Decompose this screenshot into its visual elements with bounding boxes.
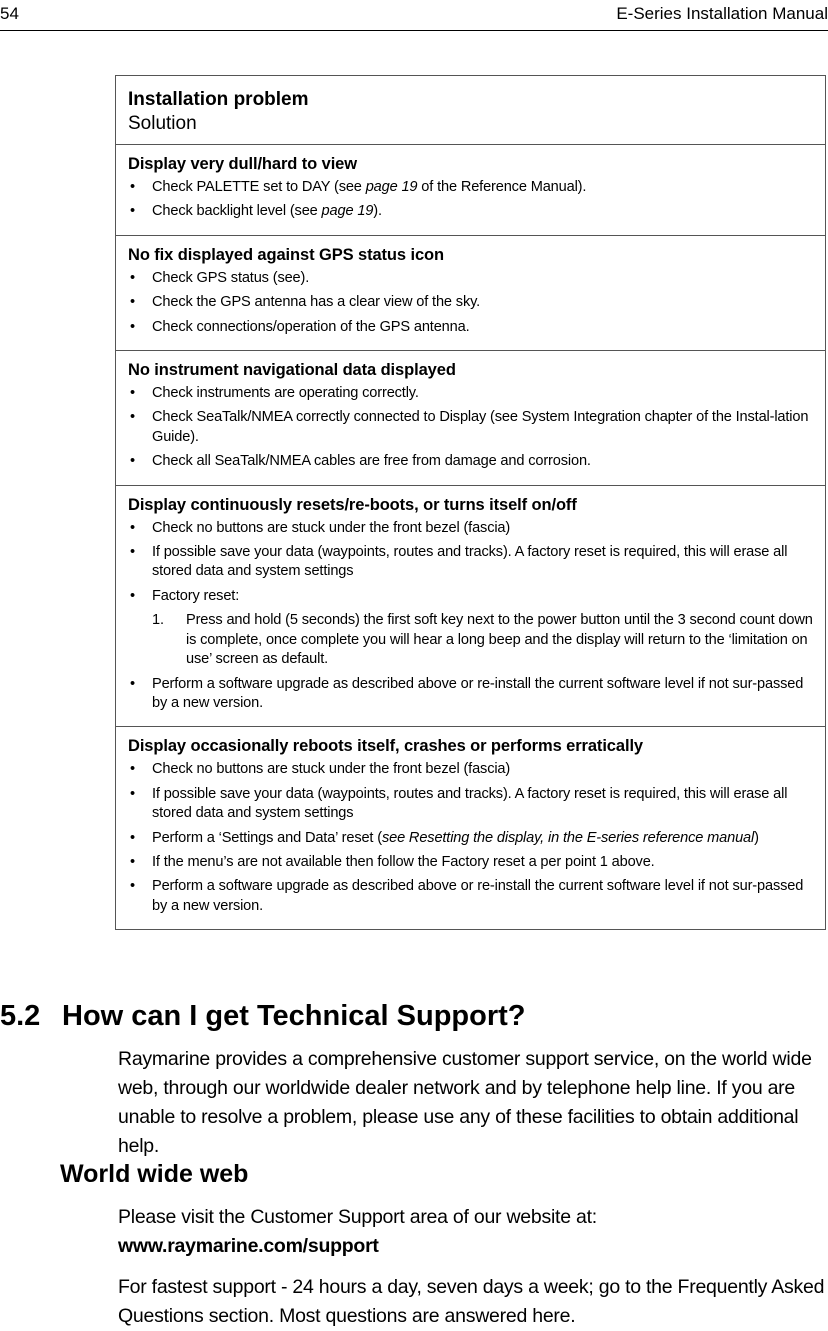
solution-item bbox=[128, 202, 813, 221]
problem-title: Display very dull/hard to view bbox=[128, 155, 357, 173]
solution-text: ). bbox=[373, 203, 382, 220]
bullet: • bbox=[130, 409, 135, 426]
bullet: • bbox=[130, 269, 135, 286]
solution-item bbox=[128, 853, 813, 872]
solution-item bbox=[128, 829, 813, 848]
table-row bbox=[116, 350, 825, 485]
solution-item bbox=[128, 318, 813, 337]
solution-item bbox=[128, 384, 813, 403]
table-row bbox=[116, 235, 825, 350]
solution-text: Check connections/operation of the GPS antenna. bbox=[152, 318, 470, 335]
support-intro-paragraph: Raymarine provides a comprehensive customer support service, on the world wide web, through our worldwide dealer network and by telephone help line. If you are unable to resolve a problem, please use any of these facilities to obtain additional help. bbox=[118, 1048, 812, 1157]
solution-list bbox=[128, 269, 813, 337]
solution-text: ) bbox=[754, 829, 759, 846]
step-number: 1. bbox=[152, 612, 164, 629]
subsection-heading: World wide web bbox=[60, 1160, 249, 1188]
table-header-row bbox=[116, 76, 825, 144]
bullet: • bbox=[130, 453, 135, 470]
solution-text: Check GPS status (see). bbox=[152, 269, 310, 286]
solution-text: Perform a software upgrade as described above or re-install the current software level if not sur-passed by a new version. bbox=[152, 675, 804, 711]
bullet: • bbox=[130, 761, 135, 778]
solution-text: Factory reset: bbox=[152, 587, 240, 604]
bullet: • bbox=[130, 675, 135, 692]
solution-item bbox=[128, 408, 813, 447]
section-heading bbox=[0, 998, 526, 1034]
reference-text: see Resetting the display, in the E-series reference manual bbox=[381, 829, 755, 846]
solution-item bbox=[128, 760, 813, 779]
bullet: • bbox=[130, 587, 135, 604]
troubleshooting-table bbox=[115, 75, 826, 930]
solution-text: Check the GPS antenna has a clear view of the sky. bbox=[152, 294, 481, 311]
reference-text: page 19 bbox=[365, 179, 418, 195]
problem-title: Display occasionally reboots itself, crashes or performs erratically bbox=[128, 737, 644, 756]
solution-item bbox=[128, 178, 813, 197]
problem-title: No fix displayed against GPS status icon bbox=[128, 245, 444, 264]
solution-text: of the Reference Manual). bbox=[417, 179, 587, 195]
table-row bbox=[116, 144, 825, 235]
problem-title: Display continuously resets/re-boots, or turns itself on/off bbox=[128, 495, 577, 514]
bullet: • bbox=[130, 318, 135, 335]
solution-list bbox=[128, 178, 813, 222]
bullet: • bbox=[130, 385, 135, 402]
support-url-link[interactable]: www.raymarine.com/support bbox=[118, 1235, 379, 1257]
solution-text: Check no buttons are stuck under the front bezel (fascia) bbox=[152, 519, 511, 536]
header-problem: Installation problem bbox=[128, 89, 309, 110]
visit-paragraph bbox=[118, 1203, 828, 1261]
solution-text: If possible save your data (waypoints, routes and tracks). A factory reset is required, this will erase all stored data and system settings bbox=[152, 785, 788, 822]
bullet: • bbox=[130, 179, 135, 195]
solution-item bbox=[128, 293, 813, 312]
reference-text: page 19 bbox=[321, 203, 374, 220]
bullet: • bbox=[130, 853, 135, 870]
bullet: • bbox=[130, 519, 135, 536]
section-number: 5.2 bbox=[0, 1000, 41, 1032]
header-solution: Solution bbox=[128, 113, 197, 134]
solution-item bbox=[128, 269, 813, 288]
solution-text: Check SeaTalk/NMEA correctly connected to Display (see System Integration chapter of the Instal-lation Guide). bbox=[152, 409, 809, 445]
manual-title: E-Series Installation Manual bbox=[616, 4, 828, 23]
solution-list bbox=[128, 760, 813, 916]
visit-text: Please visit the Customer Support area of our website at: bbox=[118, 1206, 597, 1228]
page-number: 54 bbox=[0, 4, 19, 23]
solution-text: If possible save your data (waypoints, routes and tracks). A factory reset is required, this will erase all stored data and system settings bbox=[152, 544, 788, 580]
solution-text: Check PALETTE set to DAY (see bbox=[152, 179, 366, 195]
solution-item bbox=[128, 877, 813, 916]
solution-item bbox=[128, 675, 813, 714]
bullet: • bbox=[130, 829, 135, 846]
solution-text: Perform a software upgrade as described above or re-install the current software level if not sur-passed by a new version. bbox=[152, 878, 804, 914]
solution-list bbox=[128, 384, 813, 472]
fastest-support-paragraph: For fastest support - 24 hours a day, seven days a week; go to the Frequently Asked Questions section. Most questions are answered here. bbox=[118, 1276, 825, 1327]
solution-item bbox=[128, 785, 813, 824]
solution-item bbox=[128, 519, 813, 538]
solution-item bbox=[128, 452, 813, 471]
table-row bbox=[116, 726, 825, 929]
problem-title: No instrument navigational data displayed bbox=[128, 361, 456, 380]
solution-item bbox=[128, 587, 813, 606]
bullet: • bbox=[130, 203, 135, 220]
section-title: How can I get Technical Support? bbox=[62, 1000, 526, 1032]
bullet: • bbox=[130, 785, 135, 802]
solution-text: Check instruments are operating correctly. bbox=[152, 385, 419, 402]
solution-text: Check backlight level (see bbox=[152, 203, 322, 220]
bullet: • bbox=[130, 544, 135, 561]
solution-text: Perform a ‘Settings and Data’ reset ( bbox=[152, 829, 382, 846]
solution-text: If the menu’s are not available then follow the Factory reset a per point 1 above. bbox=[152, 853, 655, 870]
solution-item bbox=[128, 611, 813, 669]
solution-item bbox=[128, 543, 813, 582]
bullet: • bbox=[130, 878, 135, 895]
table-row bbox=[116, 485, 825, 727]
solution-list bbox=[128, 519, 813, 714]
solution-text: Check all SeaTalk/NMEA cables are free from damage and corrosion. bbox=[152, 453, 591, 470]
solution-text: Check no buttons are stuck under the front bezel (fascia) bbox=[152, 761, 511, 778]
page-header bbox=[0, 0, 828, 31]
solution-text: Press and hold (5 seconds) the first soft key next to the power button until the 3 second count down is complete, once complete you will hear a long beep and the display will return to the ‘limitation on use’ screen as default. bbox=[186, 612, 813, 668]
bullet: • bbox=[130, 294, 135, 311]
